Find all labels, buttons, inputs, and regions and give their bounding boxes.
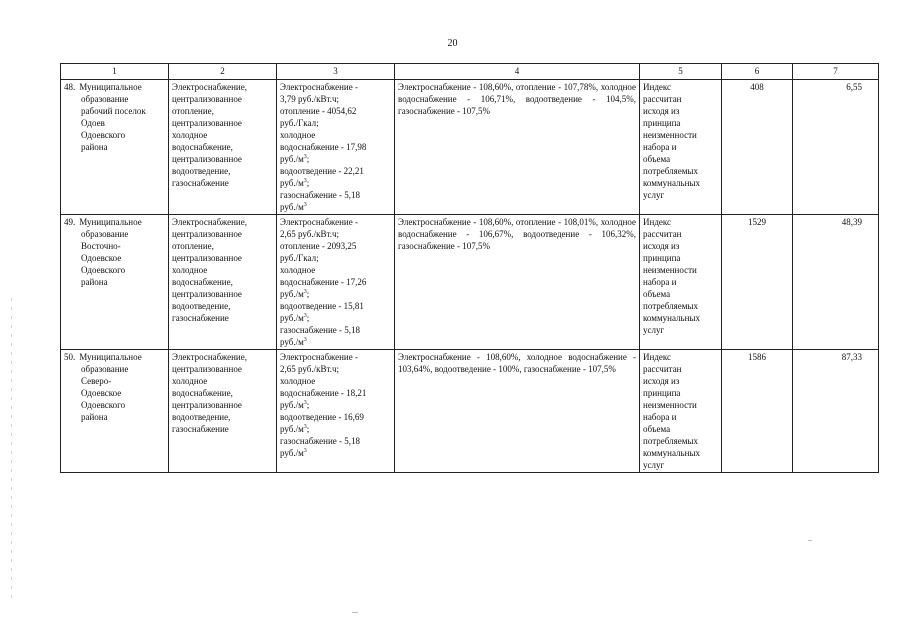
method-line: услуг [643,325,665,335]
municipality-line: Одоевского [81,400,126,410]
indices-cell: Электроснабжение - 108,60%, отопление - 108,01%, холодное водоснабжение - 106,67%, водоотведение - 106,32%, газоснабжение - 107,5% [395,215,640,350]
method-line: неизменности [643,265,697,275]
method-cell [640,215,722,350]
scan-mark-bottom [352,612,358,613]
share-cell: 48,39 [793,215,879,350]
service-line: централизованное [172,400,242,410]
tariff-line: $руб./м^3$; [280,424,310,434]
municipality-line: Северо- [81,376,112,386]
method-line: потребляемых [643,301,698,311]
superscript-3: 3 [303,178,307,184]
method-line: Индекс [643,217,672,227]
service-line: Электроснабжение, [172,82,247,92]
municipality-line: района [81,412,108,422]
municipality-name: Муниципальное [79,82,142,92]
tariffs-cell [277,215,395,350]
tariff-line: $руб./м^3$; [280,400,310,410]
service-line: централизованное [172,118,242,128]
header-col-6: 6 [722,64,793,80]
method-line: Индекс [643,82,672,92]
method-line: исходя из [643,376,680,386]
service-line: газоснабжение [172,424,229,434]
share-cell: 87,33 [793,350,879,473]
tariff-line: $руб./м^3$; [280,178,310,188]
municipality-line: Одоевского [81,265,126,275]
method-line: потребляемых [643,166,698,176]
header-col-2: 2 [169,64,277,80]
tariff-line: холодное [280,376,316,386]
method-cell [640,350,722,473]
tariff-line: $руб./м^3$; [280,313,310,323]
method-line: коммунальных [643,178,700,188]
service-line: водоснабжение, [172,277,233,287]
tariff-line: холодное [280,130,316,140]
header-col-3: 3 [277,64,395,80]
method-line: принципа [643,388,681,398]
services-cell [169,80,277,215]
service-line: централизованное [172,364,242,374]
municipality-line: образование [81,94,129,104]
method-line: коммунальных [643,313,700,323]
service-line: холодное [172,130,208,140]
service-line: Электроснабжение, [172,217,247,227]
service-line: газоснабжение [172,178,229,188]
share-cell: 6,55 [793,80,879,215]
method-line: набора и [643,412,677,422]
municipality-cell [61,215,169,350]
method-line: неизменности [643,130,697,140]
service-line: водоснабжение, [172,388,233,398]
service-line: централизованное [172,94,242,104]
indices-cell: Электроснабжение - 108,60%, холодное водоснабжение - 103,64%, водоотведение - 100%, газоснабжение - 107,5% [395,350,640,473]
municipality-line: Одоевское [81,253,122,263]
municipality-line: Одоев [81,118,105,128]
method-line: объема [643,289,671,299]
method-cell [640,80,722,215]
scan-mark-right [808,540,812,541]
header-col-7: 7 [793,64,879,80]
tariff-line: руб./Гкал; [280,253,319,263]
tariff-line: Электроснабжение - [280,352,358,362]
table-row [61,350,879,473]
service-line: газоснабжение [172,313,229,323]
municipality-line: Одоевское [81,388,122,398]
tariff-line: Электроснабжение - [280,82,358,92]
superscript-3: 3 [303,289,307,295]
tariff-line: $руб./м^3$ [280,337,307,347]
superscript-3: 3 [303,313,307,319]
tariff-line: водоотведение - 16,69 [280,412,364,422]
municipality-cell [61,350,169,473]
method-line: рассчитан [643,229,682,239]
header-row [61,64,879,80]
superscript-3: 3 [303,154,307,160]
service-line: отопление, [172,241,214,251]
tariff-index-table [60,63,879,473]
service-line: централизованное [172,154,242,164]
tariff-line: $руб./м^3$ [280,202,307,212]
service-line: отопление, [172,106,214,116]
header-col-4: 4 [395,64,640,80]
municipality-line: Одоевского [81,130,126,140]
municipality-first-line [64,216,165,228]
tariff-line: отопление - 2093,25 [280,241,357,251]
table-row [61,215,879,350]
method-line: Индекс [643,352,672,362]
tariff-line: газоснабжение - 5,18 [280,190,361,200]
superscript-3: 3 [303,337,307,343]
superscript-3: 3 [303,424,307,430]
service-line: Электроснабжение, [172,352,247,362]
municipality-line: рабочий поселок [81,106,146,116]
method-line: принципа [643,253,681,263]
row-number: 50. [64,352,76,362]
tariff-line: холодное [280,265,316,275]
method-line: принципа [643,118,681,128]
tariff-line: $руб./м^3$ [280,448,307,458]
table-row [61,80,879,215]
municipality-line: образование [81,229,129,239]
method-line: объема [643,424,671,434]
method-line: рассчитан [643,364,682,374]
superscript-3: 3 [303,448,307,454]
method-line: коммунальных [643,448,700,458]
tariff-line: 2,65 руб./кВт.ч; [280,364,340,374]
service-line: водоснабжение, [172,142,233,152]
tariff-line: газоснабжение - 5,18 [280,325,361,335]
tariff-line: водоснабжение - 17,26 [280,277,367,287]
municipality-first-line [64,351,165,363]
services-cell [169,350,277,473]
scan-mark-left [11,298,12,598]
municipality-line: Восточно- [81,241,121,251]
service-line: водоотведение, [172,412,231,422]
municipality-line: образование [81,364,129,374]
tariff-line: водоотведение - 22,21 [280,166,364,176]
municipality-name: Муниципальное [79,352,142,362]
services-cell [169,215,277,350]
population-cell: 1586 [722,350,793,473]
method-line: исходя из [643,241,680,251]
method-line: услуг [643,460,665,470]
table-body [61,80,879,473]
service-line: централизованное [172,229,242,239]
superscript-3: 3 [303,202,307,208]
tariffs-cell [277,80,395,215]
tariff-line: водоотведение - 15,81 [280,301,364,311]
municipality-first-line [64,81,165,93]
superscript-3: 3 [303,400,307,406]
method-line: рассчитан [643,94,682,104]
municipality-cell [61,80,169,215]
tariffs-cell [277,350,395,473]
tariff-line: Электроснабжение - [280,217,358,227]
method-line: услуг [643,190,665,200]
method-line: исходя из [643,106,680,116]
tariff-line: газоснабжение - 5,18 [280,436,361,446]
method-line: потребляемых [643,436,698,446]
tariff-line: водоснабжение - 18,21 [280,388,367,398]
service-line: холодное [172,265,208,275]
tariff-line: 3,79 руб./кВт.ч; [280,94,340,104]
row-number: 48. [64,82,76,92]
service-line: холодное [172,376,208,386]
tariff-line: 2,65 руб./кВт.ч; [280,229,340,239]
indices-cell: Электроснабжение - 108,60%, отопление - 107,78%, холодное водоснабжение - 106,71%, водоотведение - 104,5%, газоснабжение - 107,5% [395,80,640,215]
tariff-line: руб./Гкал; [280,118,319,128]
service-line: централизованное [172,289,242,299]
method-line: неизменности [643,400,697,410]
service-line: централизованное [172,253,242,263]
service-line: водоотведение, [172,301,231,311]
population-cell: 1529 [722,215,793,350]
tariff-line: $руб./м^3$; [280,289,310,299]
page-number: 20 [447,38,458,49]
population-cell: 408 [722,80,793,215]
municipality-name: Муниципальное [79,217,142,227]
row-number: 49. [64,217,76,227]
method-line: объема [643,154,671,164]
header-col-1: 1 [61,64,169,80]
municipality-line: района [81,277,108,287]
municipality-line: района [81,142,108,152]
method-line: набора и [643,142,677,152]
tariff-line: отопление - 4054,62 [280,106,357,116]
tariff-line: $руб./м^3$; [280,154,310,164]
method-line: набора и [643,277,677,287]
tariff-line: водоснабжение - 17,98 [280,142,367,152]
header-col-5: 5 [640,64,722,80]
service-line: водоотведение, [172,166,231,176]
